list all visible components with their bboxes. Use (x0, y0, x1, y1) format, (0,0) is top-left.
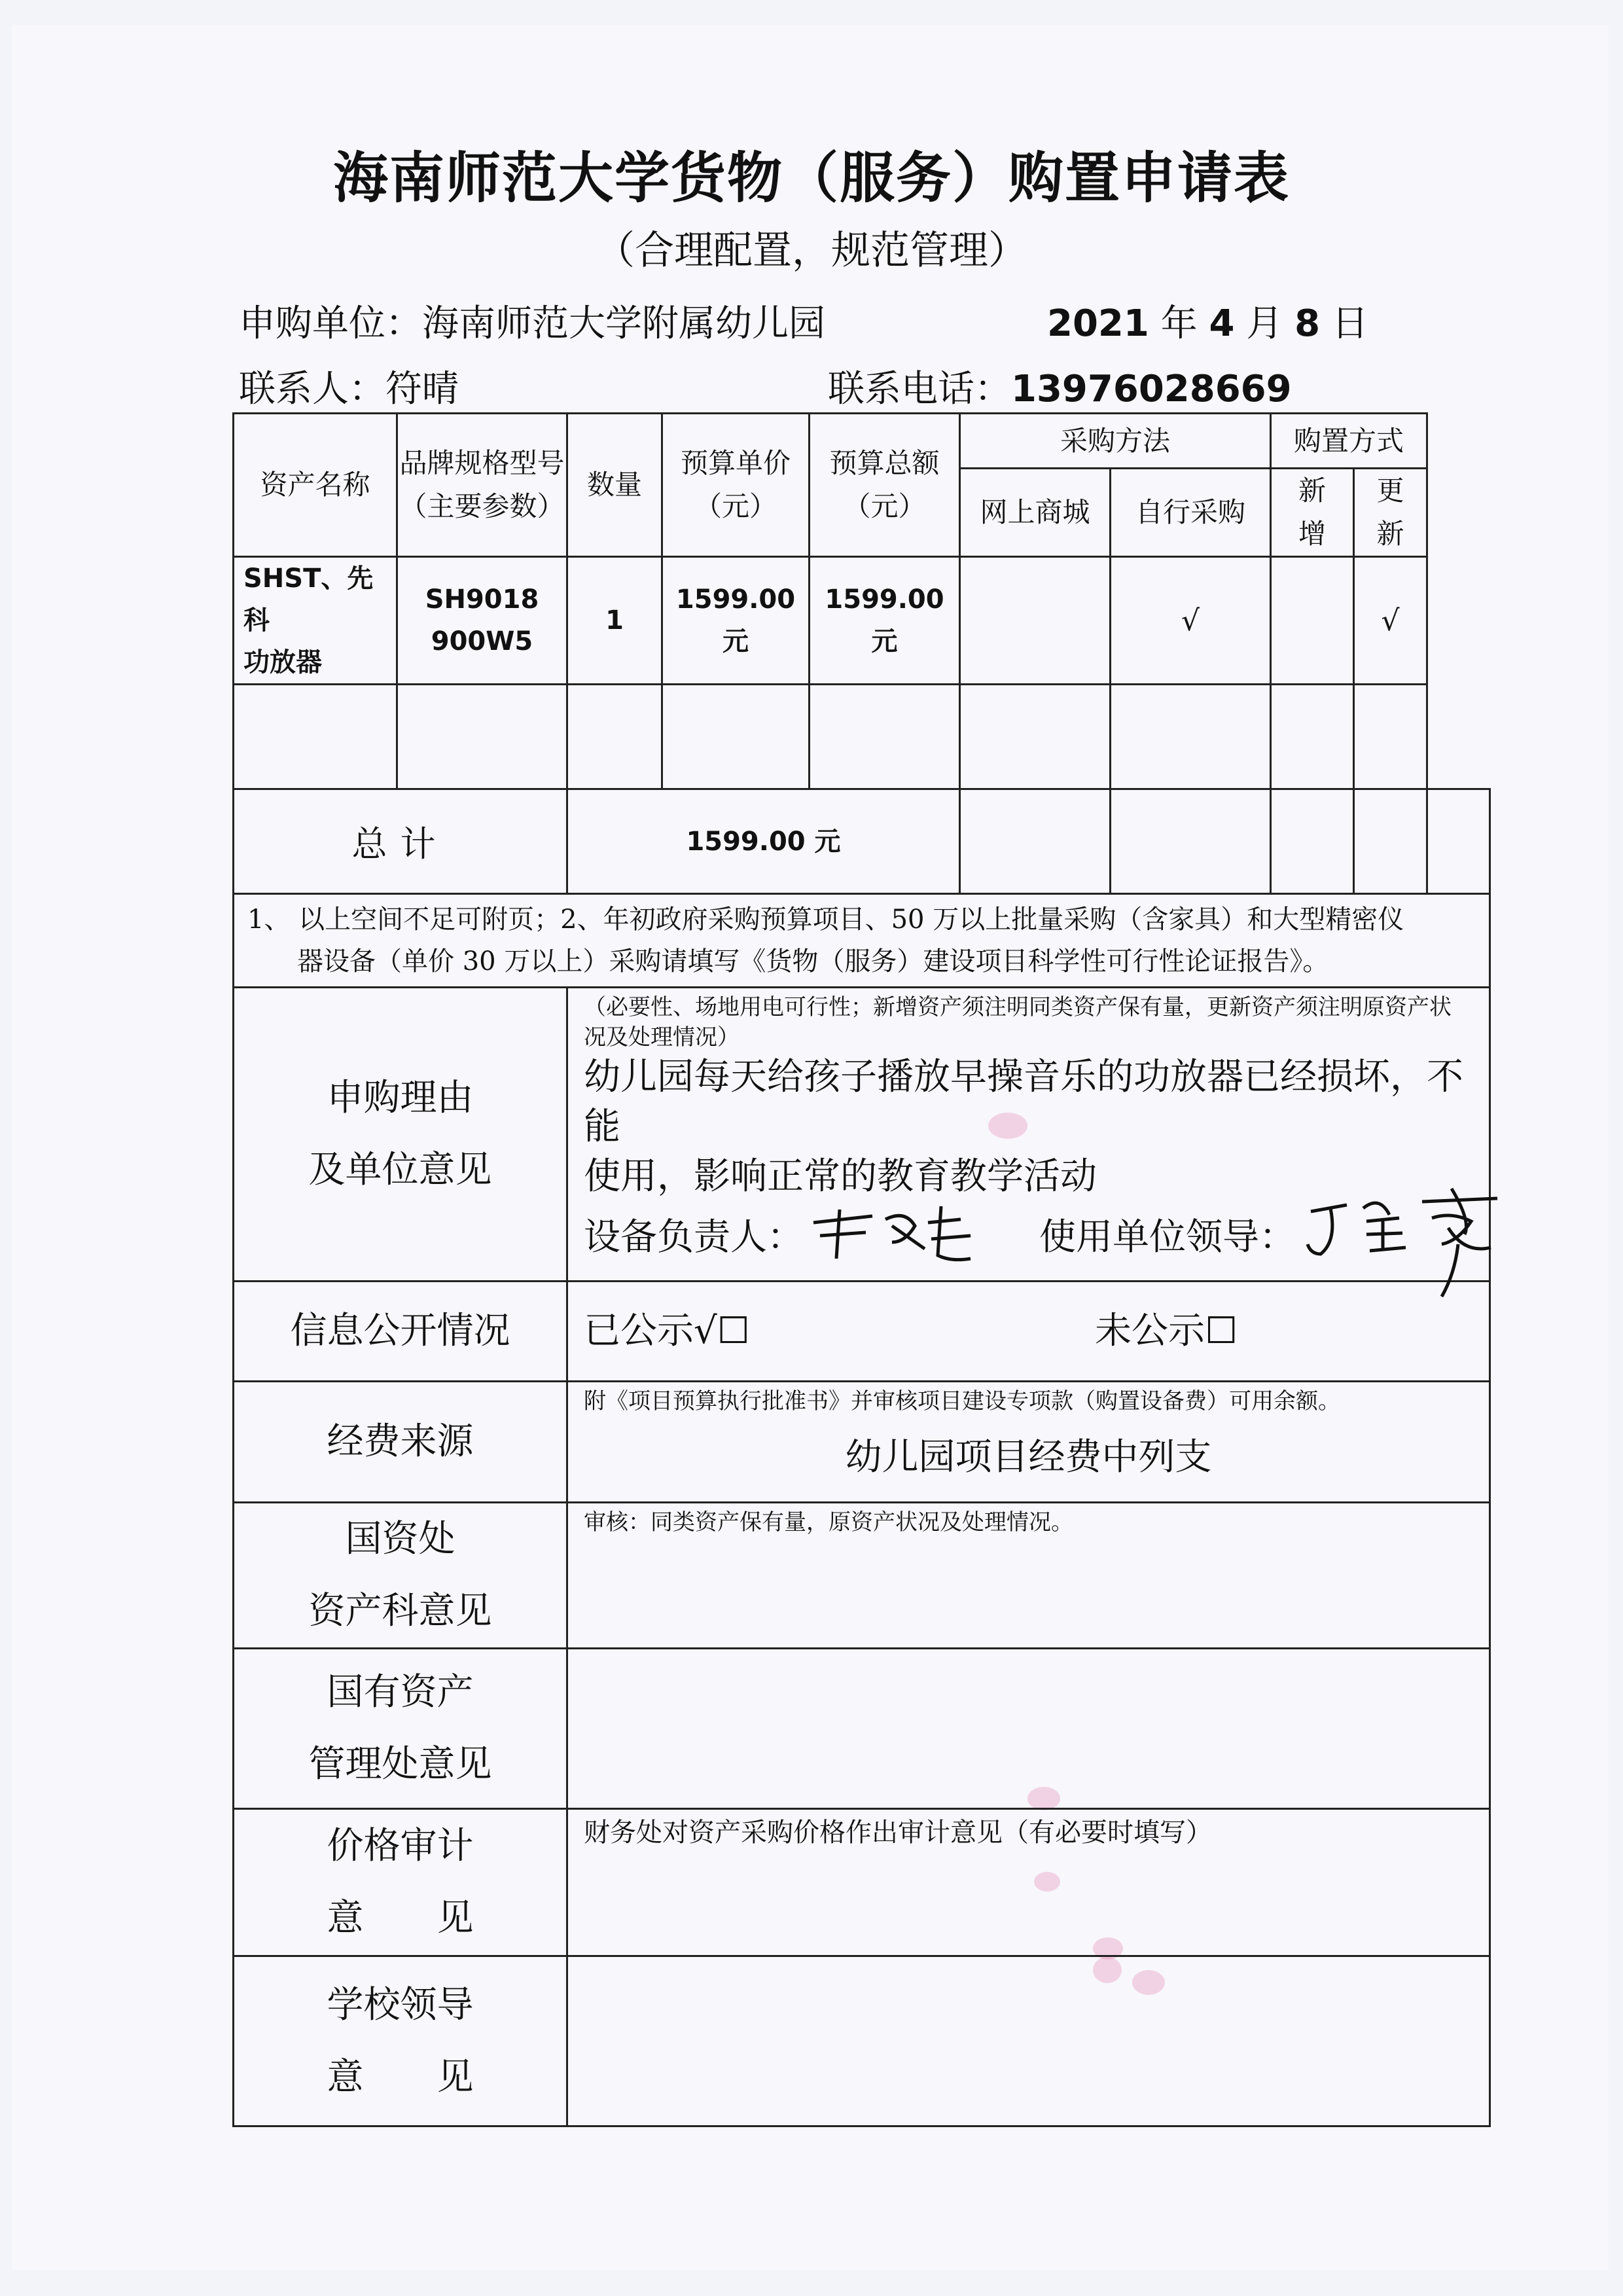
funding-source-label: 经费来源 (234, 1382, 567, 1503)
purchasing-unit (239, 295, 825, 347)
header-online-mall: 网上商城 (960, 469, 1111, 557)
publicity-options (568, 1282, 1489, 1380)
unit-leader-label: 使用单位领导： (1039, 1216, 1296, 1259)
header-update-line1: 更 (1376, 475, 1404, 507)
reason-content (567, 988, 1490, 1282)
price-audit-instruction: 财务处对资产采购价格作出审计意见（有必要时填写） (584, 1818, 1212, 1848)
row-unit-price-line2: 元 (722, 626, 749, 656)
header-self-purchase: 自行采购 (1111, 469, 1271, 557)
empty-cell (1354, 685, 1427, 789)
signature-line (568, 1202, 1489, 1280)
state-asset-office-label-line1: 国资处 (345, 1518, 455, 1560)
row-total-price (810, 557, 960, 685)
header-update-line2: 新 (1376, 518, 1404, 550)
phone-value: 13976028669 (1011, 368, 1292, 410)
date-day: 8 (1294, 302, 1321, 345)
empty-cell (234, 685, 397, 789)
header-quantity: 数量 (567, 414, 662, 557)
price-audit-label (234, 1809, 567, 1956)
header-total-price-line2: （元） (843, 490, 926, 522)
header-brand-spec-line2: （主要参数） (399, 490, 565, 522)
instructions-line2: 器设备（单价 30 万以上）采购请填写《货物（服务）建设项目科学性可行性论证报告》。 (297, 946, 1329, 977)
empty-cell (1271, 685, 1354, 789)
row-new (1271, 557, 1354, 685)
school-leader-label-line2: 意 见 (327, 2055, 474, 2098)
row-spec-line2: 900W5 (431, 626, 533, 656)
funding-instruction: 附《项目预算执行批准书》并审核项目建设专项款（购置设备费）可用余额。 (584, 1388, 1340, 1414)
instructions-note (234, 894, 1490, 988)
header-brand-spec-line1: 品牌规格型号 (399, 447, 565, 479)
date-day-unit: 日 (1331, 302, 1368, 345)
header-purchase-type: 购置方式 (1271, 414, 1427, 469)
table-row (234, 685, 1490, 789)
contact-label: 联系人： (239, 368, 385, 410)
header-total-price-line1: 预算总额 (829, 447, 940, 479)
header-unit-price-line1: 预算单价 (680, 447, 791, 479)
school-leader-label (234, 1956, 567, 2126)
asset-management-label-line2: 管理处意见 (308, 1743, 492, 1785)
empty-cell (1354, 789, 1427, 894)
row-asset-name (234, 557, 397, 685)
reason-instruction-line2: 况及处理情况） (584, 1024, 740, 1050)
state-asset-office-label-line2: 资产科意见 (308, 1590, 492, 1632)
state-asset-office-label (234, 1503, 567, 1649)
form-title: 海南师范大学货物（服务）购置申请表 (332, 146, 1290, 210)
empty-cell (1427, 789, 1490, 894)
reason-label (234, 988, 567, 1282)
contact-person (239, 360, 459, 412)
row-online-mall (960, 557, 1111, 685)
header-new-line2: 增 (1298, 518, 1327, 550)
asset-management-label-line1: 国有资产 (327, 1671, 474, 1713)
reason-instruction (568, 988, 1489, 1052)
contact-phone (828, 360, 1292, 412)
funding-source-value: 幼儿园项目经费中列支 (845, 1436, 1212, 1479)
header-purchase-method: 采购方法 (960, 414, 1271, 469)
row-self-purchase-check: √ (1111, 557, 1271, 685)
phone-label: 联系电话： (828, 368, 1011, 410)
header-new-line1: 新 (1298, 475, 1327, 507)
published-option: 已公示√☐ (584, 1310, 750, 1352)
header-unit-price (662, 414, 810, 557)
school-leader-content (567, 1956, 1490, 2126)
table-row (234, 557, 1490, 685)
empty-cell (397, 685, 567, 789)
total-value: 1599.00 元 (567, 789, 960, 894)
row-asset-name-line2: 功放器 (243, 647, 322, 677)
empty-cell (960, 789, 1111, 894)
state-asset-office-instruction: 审核：同类资产保有量，原资产状况及处理情况。 (584, 1509, 1073, 1535)
equipment-manager-label: 设备负责人： (584, 1216, 804, 1259)
reason-text (568, 1052, 1489, 1202)
total-row (234, 789, 1490, 894)
purchasing-unit-label: 申购单位： (239, 302, 422, 345)
row-total-price-line1: 1599.00 (825, 584, 944, 615)
header-new (1271, 469, 1354, 557)
reason-text-line2: 使用，影响正常的教育教学活动 (584, 1155, 1097, 1198)
empty-cell (1111, 789, 1271, 894)
reason-label-line1: 申购理由 (327, 1077, 474, 1119)
instructions-line1: 1、 以上空间不足可附页；2、年初政府采购预算项目、50 万以上批量采购（含家具）和大型精密仪 (247, 905, 1404, 935)
header-total-price (810, 414, 960, 557)
row-asset-name-line1: SHST、先科 (243, 564, 374, 636)
unpublished-option: 未公示☐ (1095, 1310, 1238, 1352)
header-unit-price-line2: （元） (694, 490, 777, 522)
state-asset-office-content (567, 1503, 1490, 1649)
total-label: 总计 (234, 789, 567, 894)
form-subtitle: （合理配置，规范管理） (596, 228, 1027, 274)
funding-source-content (567, 1382, 1490, 1503)
info-publicity-content (567, 1282, 1490, 1382)
empty-cell (1271, 789, 1354, 894)
reason-text-line1: 幼儿园每天给孩子播放早操音乐的功放器已经损坏，不能 (584, 1056, 1463, 1148)
row-spec-line1: SH9018 (425, 584, 539, 615)
row-unit-price-line1: 1599.00 (675, 584, 796, 615)
empty-cell (567, 685, 662, 789)
header-asset-name: 资产名称 (234, 414, 397, 557)
empty-cell (662, 685, 810, 789)
application-date (1047, 295, 1368, 347)
date-month-unit: 月 (1246, 302, 1283, 345)
reason-label-line2: 及单位意见 (308, 1149, 492, 1191)
empty-cell (810, 685, 960, 789)
empty-cell (960, 685, 1111, 789)
row-quantity: 1 (567, 557, 662, 685)
reason-instruction-line1: （必要性、场地用电可行性；新增资产须注明同类资产保有量，更新资产须注明原资产状 (584, 994, 1452, 1020)
empty-cell (1111, 685, 1271, 789)
purchase-form-table (232, 412, 1491, 2127)
purchasing-unit-value: 海南师范大学附属幼儿园 (422, 302, 825, 345)
school-leader-label-line1: 学校领导 (327, 1983, 474, 2026)
date-year: 2021 (1047, 302, 1149, 345)
equipment-manager-signature (800, 1196, 990, 1275)
row-update-check: √ (1354, 557, 1427, 685)
contact-value: 符晴 (385, 368, 459, 410)
info-publicity-label: 信息公开情况 (234, 1282, 567, 1382)
row-unit-price (662, 557, 810, 685)
row-spec (397, 557, 567, 685)
header-update (1354, 469, 1427, 557)
asset-management-content (567, 1649, 1490, 1809)
price-audit-content (567, 1809, 1490, 1956)
price-audit-label-line1: 价格审计 (327, 1825, 474, 1867)
header-brand-spec (397, 414, 567, 557)
date-year-unit: 年 (1160, 302, 1198, 345)
price-audit-label-line2: 意 见 (327, 1897, 474, 1939)
row-total-price-line2: 元 (871, 626, 898, 656)
date-month: 4 (1209, 302, 1235, 345)
asset-management-label (234, 1649, 567, 1809)
